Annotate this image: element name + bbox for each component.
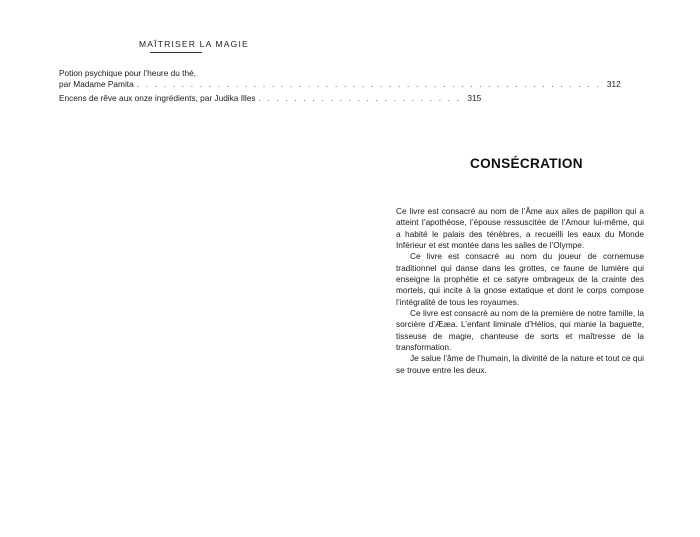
dedication-paragraph: Ce livre est consacré au nom de l’Âme aux ailes de papillon qui a atteint l’apothéose, l’épouse ressuscitée de l’Amour lui-même, qui a habité le palais des ténèbres, a recueilli les eaux du Monde Inférieur et est montée dans les salles de l’Olympe. <box>396 206 644 251</box>
dedication-paragraph: Ce livre est consacré au nom du joueur de cornemuse traditionnel qui danse dans les grottes, ce faune de lumière qui enseigne la prophétie et ce satyre ombrageux de la crainte des mortels, qui incite à la gnose extatique et dont le corps compose l’intégralité de tous les royaumes. <box>396 251 644 307</box>
toc-dot-leader: . . . . . . . . . . . . . . . . . . . . . . . <box>258 92 462 103</box>
toc-entry[interactable] <box>59 68 621 91</box>
toc-line <box>59 68 305 79</box>
chapter-title: CONSÉCRATION <box>470 156 583 171</box>
toc-entry-title: Encens de rêve aux onze ingrédients, par Judika Illes <box>59 92 256 103</box>
dedication-paragraph: Je salue l’âme de l’humain, la divinité de la nature et tout ce qui se trouve entre les deux. <box>396 353 644 375</box>
toc-dot-leader: . . . . . . . . . . . . . . . . . . . . . . . . . . . . . . . . . . . . . . . . . . . . . . . . . . . . <box>136 79 601 90</box>
dedication-paragraph: Ce livre est consacré au nom de la première de notre famille, la sorcière d’Ææa. L’enfant liminale d’Hélios, qui manie la baguette, tisseuse de magie, chanteuse de sorts et maîtresse de la transformation. <box>396 308 644 353</box>
toc-entry-title: Potion psychique pour l’heure du thé, <box>59 68 196 78</box>
right-page <box>350 0 700 537</box>
toc-line <box>59 92 482 104</box>
table-of-contents <box>59 68 621 106</box>
toc-entry[interactable] <box>59 92 482 104</box>
dedication-text <box>396 206 644 376</box>
toc-entry-title-continued: par Madame Pamita <box>59 79 134 90</box>
running-head-rule <box>150 52 202 53</box>
toc-page-number: 312 <box>606 79 621 90</box>
running-head: MAÎTRISER LA MAGIE <box>139 39 249 49</box>
toc-line <box>59 79 621 90</box>
toc-page-number: 315 <box>467 92 482 103</box>
